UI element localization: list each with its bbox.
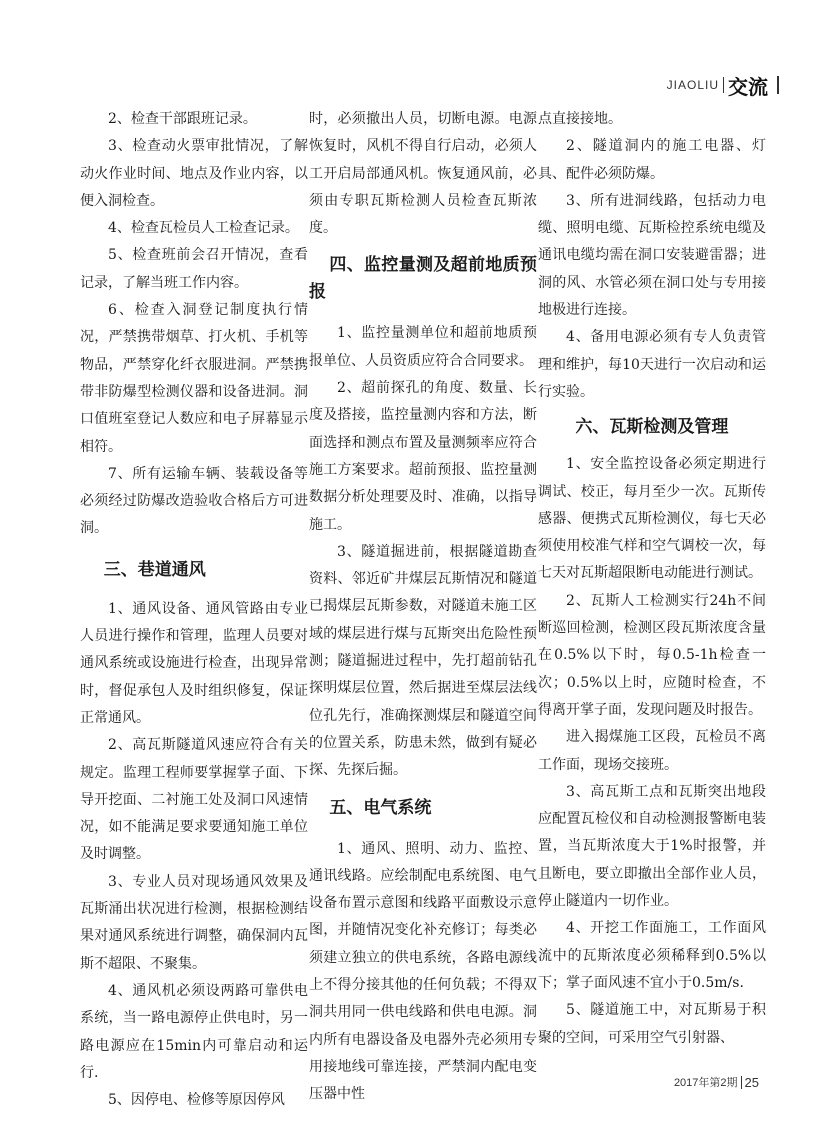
- paragraph: 4、检查瓦检员人工检查记录。: [108, 220, 299, 237]
- page-header: [667, 70, 779, 100]
- paragraph: 2、瓦斯人工检测实行24h不间断巡回检测，检测区段瓦斯浓度含量在0.5%以下时，每0.5-1h检查一次；0.5%以上时，应随时检查，不得离开掌子面，发现问题及时报告。: [538, 592, 766, 718]
- section-heading-electrical: 五、电气系统: [329, 797, 432, 818]
- paragraph: 1、安全监控设备必须定期进行调试、校正，每月至少一次。瓦斯传感器、便携式瓦斯检测仪，每七天必须使用校准气样和空气调校一次，每七天对瓦斯超限断电动能进行测试。: [538, 456, 766, 582]
- issue-label: 2017年第2期: [673, 1077, 738, 1089]
- paragraph: 1、通风、照明、动力、监控、通讯线路。应绘制配电系统图、电气设备布置示意图和线路平面敷设示意图，并随情况变化补充修订；每类必须建立独立的供电系统，各路电源线上不得分接其他的任何负载；不得双洞共用同一供电线路和供电电源。洞内所有电器设备及电器外壳必须用专用接地线可靠连接，严禁洞内配电变压器中性: [309, 840, 537, 1103]
- text-column-2: [309, 106, 537, 1109]
- page-number: 25: [744, 1074, 759, 1090]
- text-column-3: [538, 106, 766, 1052]
- paragraph: 3、隧道掘进前，根据隧道勘查资料、邻近矿井煤层瓦斯情况和隧道已揭煤层瓦斯参数，对隧道未施工区域的煤层进行煤与瓦斯突出危险性预测；隧道掘进过程中，先打超前钻孔探明煤层位置，然后据进至煤层法线位孔先行，准确探测煤层和隧道空间的位置关系，防患未然，做到有疑必探、先探后掘。: [309, 543, 537, 779]
- paragraph: 2、超前探孔的角度、数量、长度及搭接，监控量测内容和方法，断面选择和测点布置及量测频率应符合施工方案要求。超前预报、监控量测数据分析处理要及时、准确，以指导施工。: [309, 380, 537, 533]
- paragraph: 6、检查入洞登记制度执行情况，严禁携带烟草、打火机、手机等物品，严禁穿化纤衣服进洞。严禁携带非防爆型检测仪器和设备进洞。洞口值班室登记人数应和电子屏幕显示相符。: [80, 302, 308, 455]
- paragraph: 3、专业人员对现场通风效果及瓦斯涌出状况进行检测，根据检测结果对通风系统进行调整，确保洞内瓦斯不超限、不聚集。: [80, 873, 308, 972]
- journal-section-en: JIAOLIU: [666, 78, 719, 92]
- footer-divider: [741, 1076, 742, 1089]
- paragraph: 点直接接地。: [538, 111, 622, 127]
- paragraph: 3、检查动火票审批情况，了解动火作业时间、地点及作业内容，以便入洞检查。: [80, 138, 308, 209]
- paragraph: 5、因停电、检修等原因停风: [108, 1092, 285, 1109]
- paragraph: 5、检查班前会召开情况，查看记录，了解当班工作内容。: [80, 247, 308, 291]
- paragraph: 4、通风机必须设两路可靠供电系统，当一路电源停止供电时，另一路电源应在15min内可靠启动和运行.: [80, 982, 308, 1081]
- section-heading-gas-detection: 六、瓦斯检测及管理: [575, 417, 729, 438]
- paragraph: 2、高瓦斯隧道风速应符合有关规定。监理工程师要掌握掌子面、下导开挖面、二衬施工处及洞口风速情况，如不能满足要求要通知施工单位及时调整。: [80, 737, 308, 863]
- paragraph: 1、监控量测单位和超前地质预报单位、人员资质应符合合同要求。: [309, 325, 537, 369]
- section-heading-ventilation: 三、巷道通风: [103, 559, 206, 580]
- paragraph: 7、所有运输车辆、装载设备等必须经过防爆改造验收合格后方可进洞。: [80, 465, 308, 537]
- journal-section-zh: 交流: [728, 74, 768, 99]
- paragraph: 4、开挖工作面施工，工作面风流中的瓦斯浓度必须稀释到0.5%以下；掌子面风速不宜小于0.5m/s.: [538, 920, 766, 991]
- paragraph: 1、通风设备、通风管路由专业人员进行操作和管理，监理人员要对通风系统或设施进行检查，出现异常时，督促承包人及时组织修复，保证正常通风。: [80, 600, 308, 726]
- paragraph: 时，必须撤出人员，切断电源。电源恢复时，风机不得自行启动，必须人工开启局部通风机。恢复通风前，必须由专职瓦斯检测人员检查瓦斯浓度。: [309, 111, 537, 237]
- paragraph: 2、检查干部跟班记录。: [108, 111, 257, 127]
- header-divider: [723, 77, 724, 93]
- paragraph: 进入揭煤施工区段，瓦检员不离工作面，现场交接班。: [538, 729, 766, 773]
- text-column-1: [80, 106, 308, 1114]
- paragraph: 3、所有进洞线路，包括动力电缆、照明电缆、瓦斯检控系统电缆及通讯电缆均需在洞口安装避雷器；进洞的风、水管必须在洞口处与专用接地极进行连接。: [538, 192, 766, 319]
- paragraph: 3、高瓦斯工点和瓦斯突出地段应配置瓦检仪和自动检测报警断电装置，当瓦斯浓度大于1%时报警，并且断电，要立即撤出全部作业人员，停止隧道内一切作业。: [538, 783, 766, 910]
- paragraph: 2、隧道洞内的施工电器、灯具、配件必须防爆。: [538, 138, 766, 182]
- paragraph: 5、隧道施工中，对瓦斯易于积聚的空间，可采用空气引射器、: [538, 1002, 766, 1046]
- page-footer: [674, 1074, 759, 1090]
- header-corner-mark: [774, 76, 779, 94]
- section-heading-monitoring: 四、监控量测及超前地质预报: [309, 255, 537, 303]
- paragraph: 4、备用电源必须有专人负责管理和维护，每10天进行一次启动和运行实验。: [538, 329, 766, 400]
